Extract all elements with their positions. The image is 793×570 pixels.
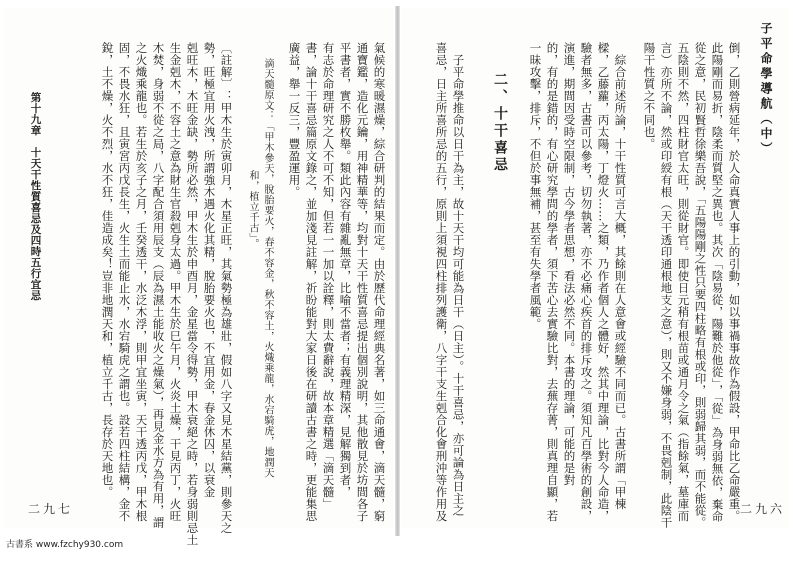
text-column: 綜合前述所論，十干性質可言大概，其餘則在人意會或經驗不同而已。古書所謂「甲棟 bbox=[613, 54, 628, 510]
text-column: 從之意，民初賢哲徐樂吾說，「五陽陽剛之性只要四柱略有根或印，則弱歸其弱，而不能從。 bbox=[693, 42, 708, 529]
site-watermark: 古書系 www.fzchy930.com bbox=[6, 540, 124, 550]
text-column: 之火熾乘龍也。若生於亥子之月，壬癸透干，水泛木浮，則甲宜坐寅，天干透丙戊，甲木根 bbox=[134, 42, 149, 522]
section-heading: 二、十干喜忌 bbox=[492, 72, 508, 174]
text-column: 驗者無多，古書可以參考，切勿執著，亦不必痛心疾首的排斥攻之。須知凡百學術的創設， bbox=[579, 42, 594, 522]
page-number-right: 二九六 bbox=[740, 502, 786, 516]
text-column: 的，有的是錯的，有心研究學問的學者，須下苦心去實驗比對，去蕪存菁，則真理自顯，若 bbox=[545, 42, 560, 522]
text-column: 喜忌，日主所喜所忌的五行，原則上須視四柱排列護衛，八字干支生剋合化會刑沖等作用及 bbox=[434, 42, 449, 522]
text-column: 〔註解〕：甲木生於寅卯月，木星正旺，其氣勢極為雄壯，假如八字又見木星結黨，則參天之 bbox=[219, 42, 234, 534]
text-column: 氣候的寒暖濕燥，綜合研判的結果而定。由於歷代命理經典名著，如三命通會，滴天髓，窮 bbox=[372, 42, 387, 522]
text-column: 固，不畏水狂，且寅宮丙戊長生，火生土而能止水，水宕騎虎之謂也。設若四柱結構，金不 bbox=[117, 42, 132, 522]
text-column: 言）亦所不論，然或印綬有根（天干透印通根地支之意），則又不嫌身弱，不畏剋制，此陰干 bbox=[659, 42, 674, 529]
text-column: 倒，乙則營病延年，於人命真實人事上的引動，如以事禍事故作為假設，甲命比乙命嚴重。 bbox=[727, 42, 742, 522]
text-column: 勢，旺極宜用火洩，所謂強木遇火化其精，脫胎要火也，不宜用金，春金休囚，以衰金 bbox=[202, 42, 217, 498]
text-column: 木焚，身弱不從之局，八字配合須用辰支（辰為濕土能收火之燥氣），再見金水方為有用，謂 bbox=[151, 42, 166, 529]
text-column: 通寶鑑，造化元鑰，用神精華等，均對十天干性質喜忌提出個別說明，其他散見於坊間各子 bbox=[355, 42, 370, 522]
quote-column: 和，植立千古」。 bbox=[247, 170, 258, 249]
text-column: 子平命學推命以日干為主，故十天干均可能為日干（日主）。十干喜忌，亦可論為日主之 bbox=[451, 54, 466, 517]
text-column: 平書者，實不勝枚舉。類此內容有雜亂無章，比喻不當者；有義理精深，見解獨到者， bbox=[338, 42, 353, 498]
text-column: 剋旺木，木旺金缺，勢所必然，甲木生於申酉月，金星當令得勢，甲木衰絕之時，若身弱則忌土 bbox=[185, 42, 200, 546]
text-column: 一昧攻擊，排斥，不但於事無補，甚至有失學者風範。 bbox=[528, 42, 543, 330]
text-column: 廣益，舉一反三，豐盈運用。 bbox=[287, 42, 302, 198]
text-column: 五陰則不然，四柱財官太旺，則從財官。即使日元稍有根苗或通月令之氣（指餘氣，墓庫而 bbox=[676, 42, 691, 522]
text-column: 樑，乙藤蘿，丙太陽，丁燈火……之類，乃作者個人之體好，然其中理論，比對今人命造， bbox=[596, 42, 611, 522]
text-column: 銳，土不燥，火不烈，水不狂，佳造成矣！豈非地潤天和，植立千古，長存於天地也。 bbox=[100, 42, 115, 498]
running-header: 子平命學導航（中） bbox=[759, 22, 773, 157]
text-column: 此陽剛而易折，陰柔而質堅之異也。其次「陰易從，陽難於他從」，「從」為身弱無依，棄命 bbox=[710, 42, 725, 523]
chapter-footer: 第十九章 十天干性質喜忌及四時五行宜忌 bbox=[29, 92, 42, 301]
text-column: 演進，期間因受時空限制，古今學者思想，看法必然不同。本書的理論，可能的是對 bbox=[562, 42, 577, 486]
text-column: 陽干性質之不同也。 bbox=[642, 42, 657, 150]
text-column: 書，論十干喜忌篇原文錄之，並加淺見註解，祈盼能對大家日後在研讀古書之時，更能集思 bbox=[304, 42, 319, 522]
text-column: 生金剋木，不容土之意為財生官殺剋身太過。甲木生於巳午月，火炎土燥，干見丙丁，火旺 bbox=[168, 42, 183, 522]
text-column: 有志於命理研究之人不可不知，但若一一加以詮釋，則太費辭說，故本章精選「滴天髓」 bbox=[321, 42, 336, 510]
quote-column: 滴天髓原文：「甲木參天，脫胎要火，春不容金，秋不容土，火熾乘龍，水宕騎虎，地潤天 bbox=[262, 58, 273, 478]
page-number-left: 二九七 bbox=[28, 502, 74, 516]
book-gutter bbox=[395, 6, 400, 536]
